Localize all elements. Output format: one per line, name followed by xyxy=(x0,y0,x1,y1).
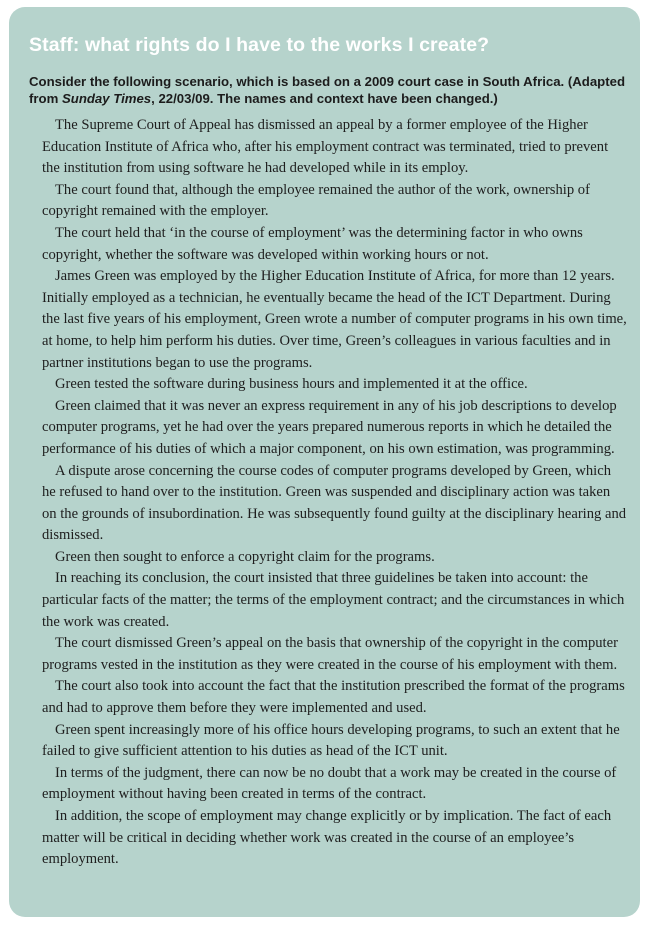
intro-text-start: Consider the following scenario, which is based on a 2009 court case in South Africa. (Adapted from xyxy=(29,74,625,106)
article-paragraph: Green tested the software during business hours and implemented it at the office. xyxy=(55,376,528,393)
panel-title: Staff: what rights do I have to the works I create? xyxy=(29,34,490,56)
intro-text-end: , 22/03/09. The names and context have been changed.) xyxy=(151,91,498,106)
article-paragraph: In addition, the scope of employment may change explicitly or by implication. The fact of each matter will be critical in deciding whether work was created in the course of an employee’s employment. xyxy=(42,808,612,868)
article-paragraph: The court dismissed Green’s appeal on the basis that ownership of the copyright in the computer programs vested in the institution as they were created in the course of his employment with them. xyxy=(42,635,618,673)
scenario-panel xyxy=(9,7,640,917)
article-paragraph: In terms of the judgment, there can now be no doubt that a work may be created in the course of employment without having been created in terms of the contract. xyxy=(42,764,617,803)
article-paragraph: James Green was employed by the Higher Education Institute of Africa, for more than 12 years. Initially employed as a technician, he eventually became the head of the ICT Department. During the last five years of his employment, Green wrote a number of computer programs in his own time, at home, to help him perform his duties. Over time, Green’s colleagues in various faculties and in partner institutions began to use the programs. xyxy=(42,268,627,371)
article-paragraph: Green spent increasingly more of his office hours developing programs, to such an extent that he failed to give sufficient attention to his duties as head of the ICT unit. xyxy=(42,721,620,760)
article-paragraph: The court held that ‘in the course of employment’ was the determining factor in who owns copyright, whether the software was developed within working hours or not. xyxy=(42,224,583,263)
article-paragraph: The Supreme Court of Appeal has dismissed an appeal by a former employee of the Higher Education Institute of Africa who, after his employment contract was terminated, tried to prevent the institution from using software he had developed while in its employ. xyxy=(42,117,609,177)
article-paragraph: The court found that, although the employee remained the author of the work, ownership of copyright remained with the employer. xyxy=(42,181,590,220)
article-body xyxy=(42,115,628,871)
article-paragraph: The court also took into account the fact that the institution prescribed the format of the programs and had to approve them before they were implemented and used. xyxy=(42,678,625,717)
article-paragraph: A dispute arose concerning the course codes of computer programs developed by Green, which he refused to hand over to the institution. Green was suspended and disciplinary action was taken on the grounds of insubordination. He was subsequently found guilty at the disciplinary hearing and dismissed. xyxy=(42,462,627,544)
intro-source: Sunday Times xyxy=(61,91,152,106)
article-paragraph: In reaching its conclusion, the court insisted that three guidelines be taken into account: the particular facts of the matter; the terms of the employment contract; and the circumstances in which the work was created. xyxy=(42,570,625,630)
article-paragraph: Green claimed that it was never an express requirement in any of his job descriptions to develop computer programs, yet he had over the years prepared numerous reports in which he detailed the performance of his duties of which a major component, on his own estimation, was programming. xyxy=(42,397,617,457)
article-paragraph: Green then sought to enforce a copyright claim for the programs. xyxy=(55,548,435,565)
scenario-intro xyxy=(29,73,629,107)
